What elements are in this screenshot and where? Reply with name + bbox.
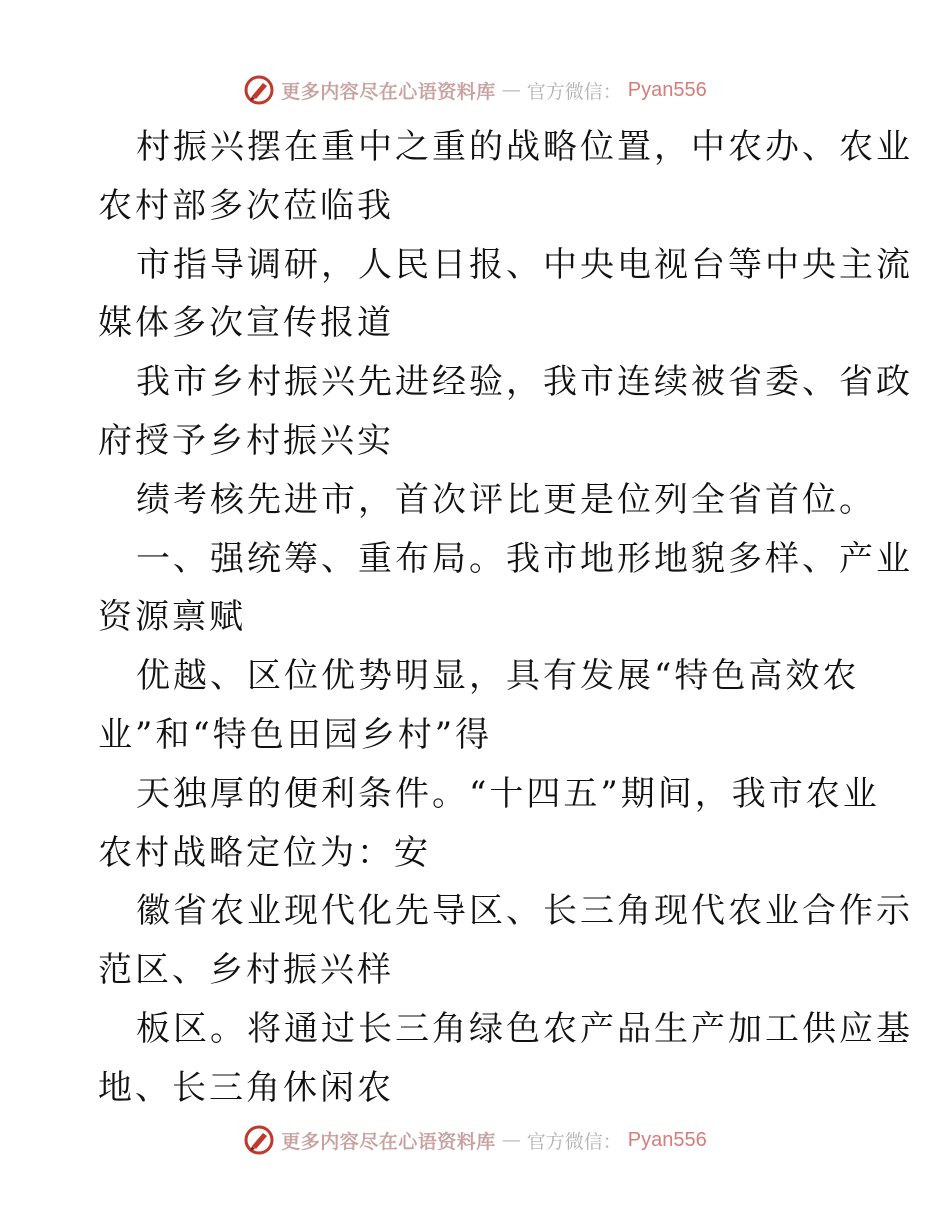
banner-text: 更多内容尽在心语资料库: [281, 1130, 496, 1153]
text-line: 天独厚的便利条件。“十四五”期间，我市农业: [136, 773, 880, 814]
banner-wechat-id: Pyan556: [627, 78, 707, 101]
banner-separator: —: [501, 1129, 521, 1151]
text-line: 绩考核先进市，首次评比更是位列全省首位。: [136, 479, 876, 520]
text-line: 农村战略定位为：安: [98, 832, 431, 873]
pen-logo-icon: [243, 74, 275, 106]
text-line: 媒体多次宣传报道: [98, 303, 394, 344]
text-line: 板区。将通过长三角绿色农产品生产加工供应基: [136, 1008, 913, 1049]
text-line: 一、强统筹、重布局。我市地形地貌多样、产业: [136, 538, 913, 579]
footer-banner: [0, 1122, 950, 1158]
text-line: 优越、区位优势明显，具有发展“特色高效农: [136, 656, 860, 697]
header-banner: [0, 72, 950, 108]
text-line: 市指导调研，人民日报、中央电视台等中央主流: [136, 244, 913, 285]
text-line: 业”和“特色田园乡村”得: [98, 714, 493, 755]
text-line: 资源禀赋: [98, 597, 246, 638]
banner-wechat-id: Pyan556: [627, 1128, 707, 1151]
text-line: 村振兴摆在重中之重的战略位置，中农办、农业: [136, 127, 913, 167]
banner-wechat-label: 官方微信：: [526, 80, 622, 103]
text-line: 徽省农业现代化先导区、长三角现代农业合作示: [136, 891, 913, 932]
text-line: 地、长三角休闲农: [98, 1067, 394, 1108]
text-line: 范区、乡村振兴样: [98, 950, 394, 991]
document-body: [98, 118, 913, 1118]
pen-logo-icon: [243, 1124, 275, 1156]
banner-wechat-label: 官方微信：: [526, 1130, 622, 1153]
text-line: 农村部多次莅临我: [98, 185, 394, 226]
text-line: 我市乡村振兴先进经验，我市连续被省委、省政: [136, 362, 913, 403]
text-line: 府授予乡村振兴实: [98, 420, 394, 461]
banner-separator: —: [501, 79, 521, 101]
banner-text: 更多内容尽在心语资料库: [281, 80, 496, 103]
